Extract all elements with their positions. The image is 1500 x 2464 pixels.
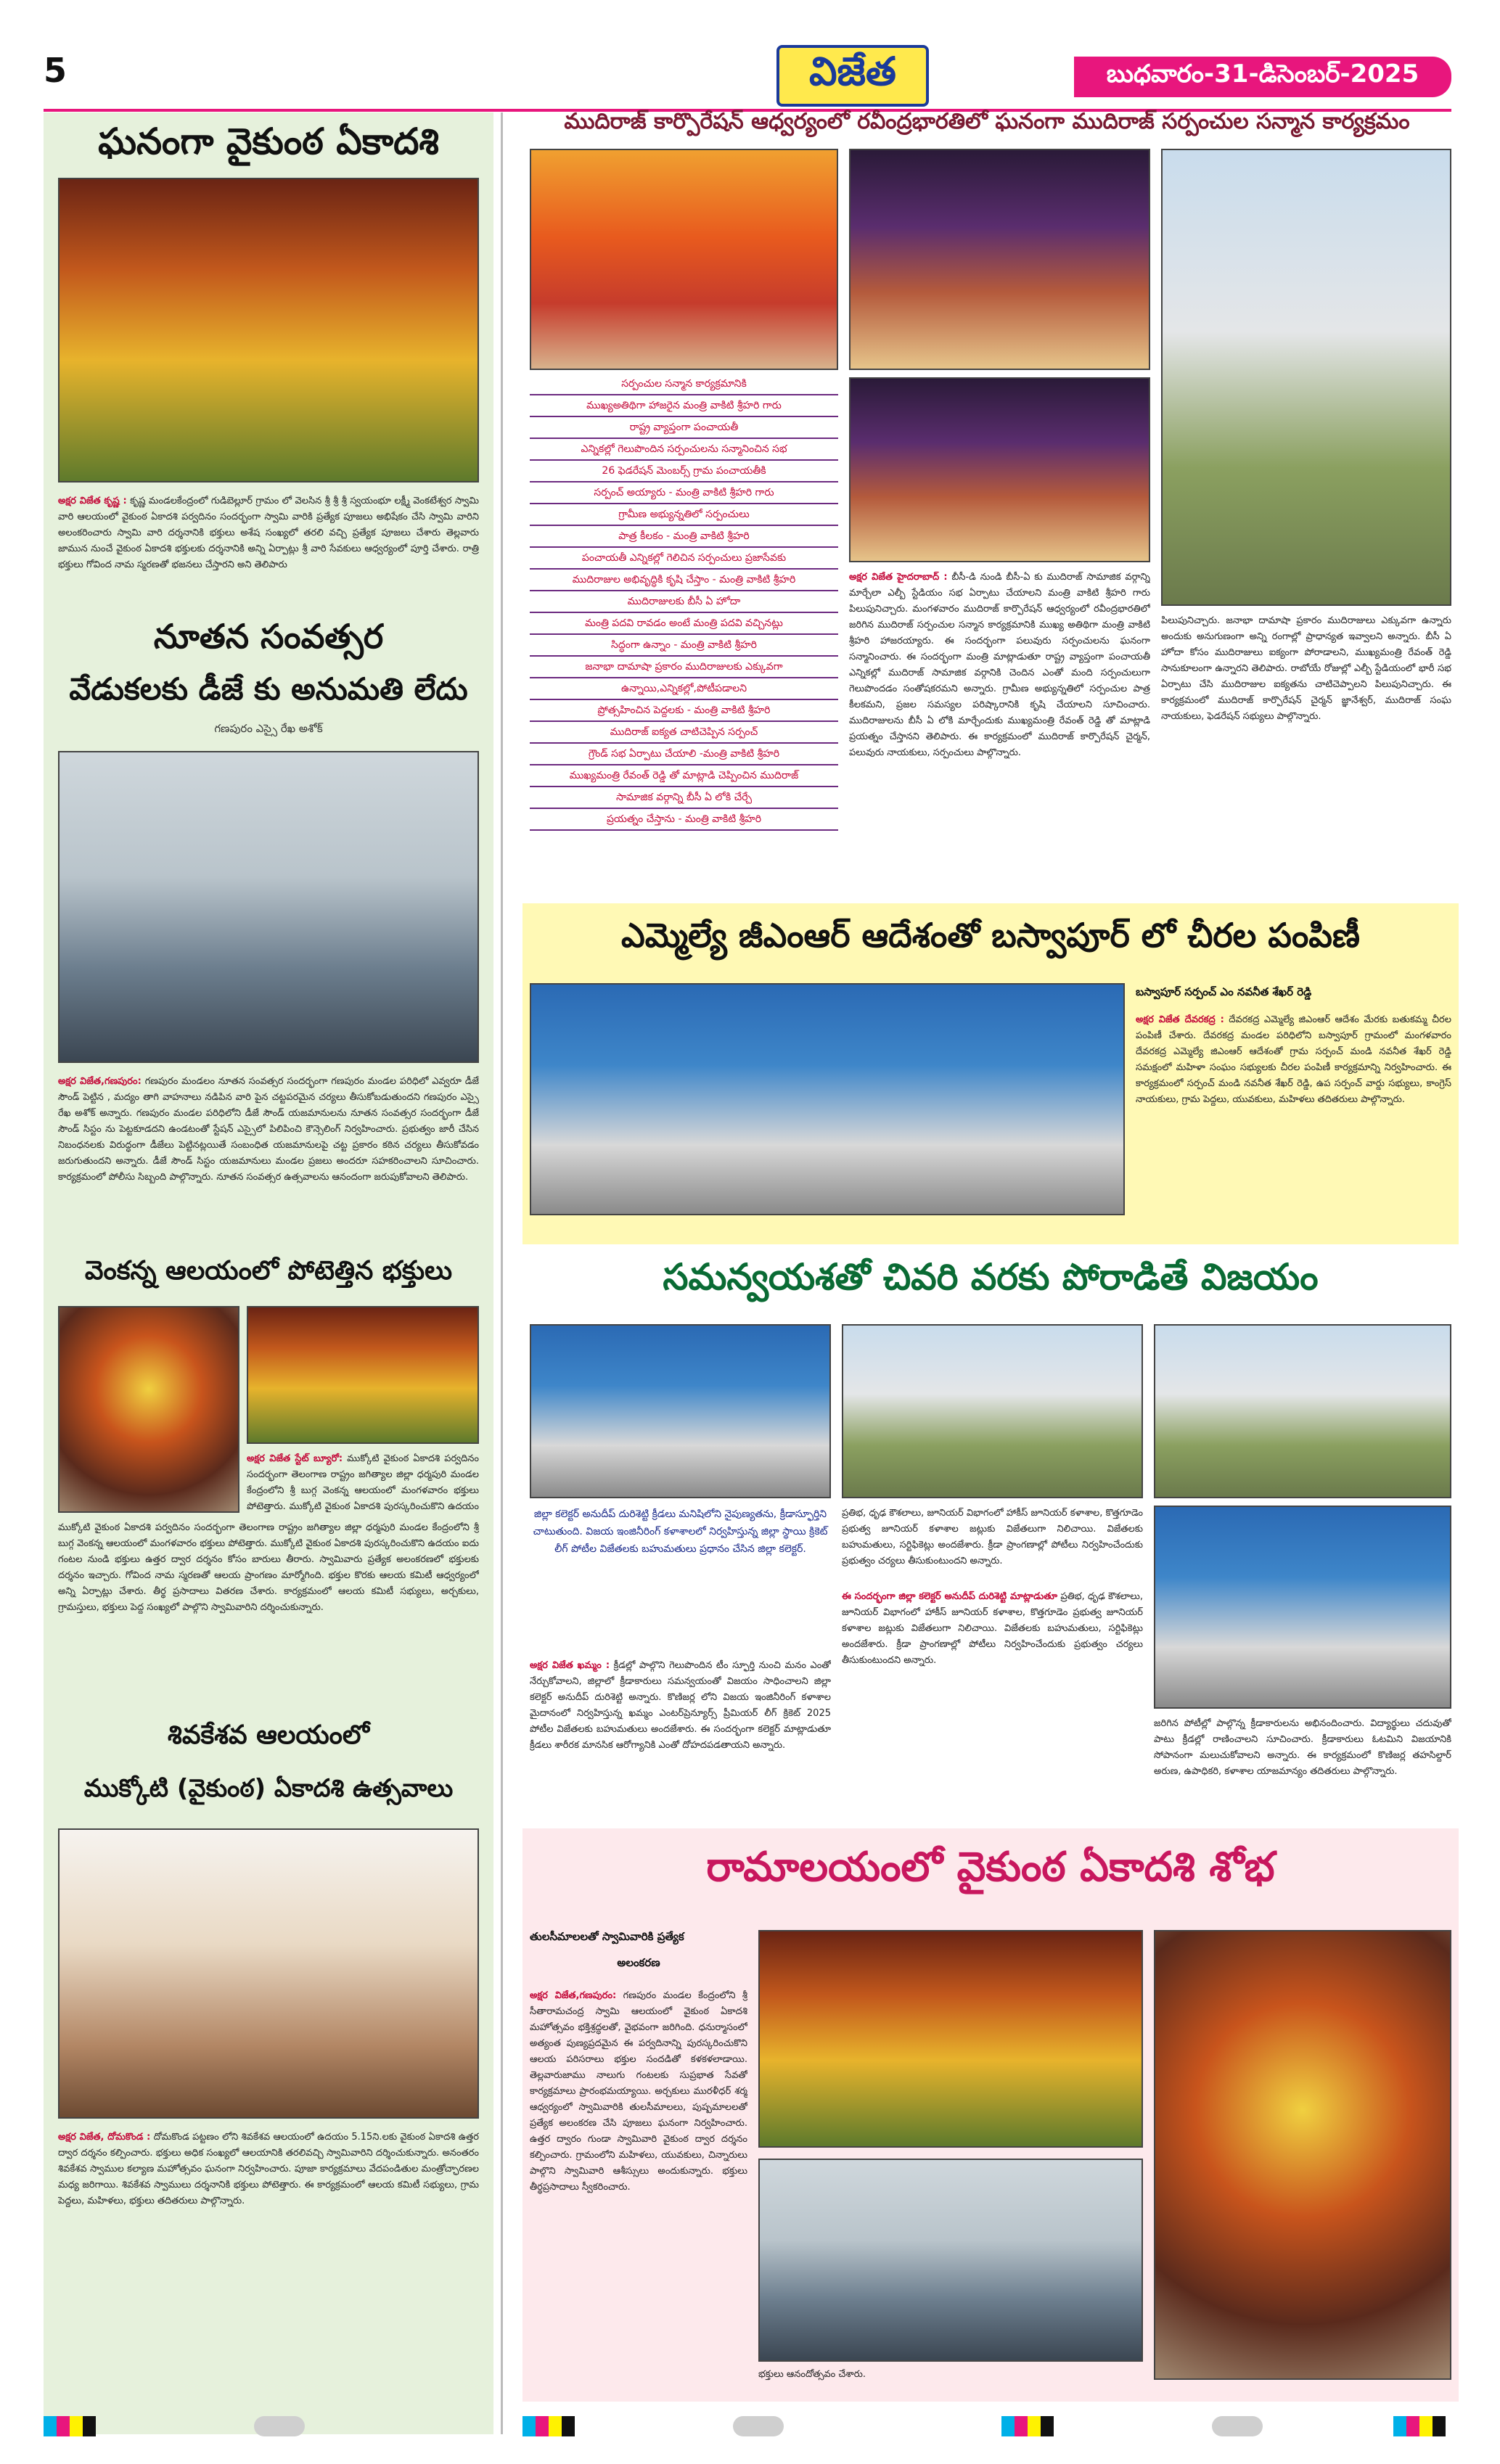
ramalayam-dateline: అక్షర విజేత,గణపురం:	[530, 1990, 617, 2001]
article3-photo-right	[247, 1306, 479, 1444]
ramalayam-body-text: గణపురం మండల కేంద్రంలోని శ్రీ సీతారామచంద్ర స్వామి ఆలయంలో వైకుంఠ ఏకాదశి మహోత్సవం భక్తిశ్రద్ధలతో, వైభవంగా జరిగింది. ధనుర్మాసంలో అత్యంత పుణ్యప్రదమైన ఈ పర్వదినాన్ని పురస్కరించుకొని ఆలయ పరిసరాలు భక్తుల సందడితో కళకళలాడాయి. తెల్లవారుజాము నాలుగు గంటలకు సుప్రభాత సేవతో కార్యక్రమాలు ప్రారంభమయ్యాయి. అర్చకులు మురళీధర్ శర్మ ఆధ్వర్యంలో స్వామివారికి తులసీమాలలు, పుష్పమాలలతో ప్రత్యేక అలంకరణ చేసి పూజలు ఘనంగా నిర్వహించారు. ఉత్తర ద్వారం గుండా స్వామివారి వైకుంఠ ద్వార దర్శనం కల్పించారు. గ్రామంలోని మహిళలు, యువకులు, చిన్నారులు పాల్గొని స్వామివారి ఆశీస్సులు అందుకున్నారు. భక్తులు తీర్థప్రసాదాలు స్వీకరించారు.	[530, 1990, 747, 2193]
caption-item: ఉన్నాయి,ఎన్నికల్లో,పోటీపడాలని	[530, 678, 838, 700]
mudiraj-photo-2	[849, 149, 1150, 370]
caption-item: సిద్ధంగా ఉన్నాం - మంత్రి వాకిటి శ్రీహరి	[530, 635, 838, 657]
registration-mark-2	[522, 2416, 575, 2436]
ramalayam-body-footer: భక్తులు ఆనందోత్సవం చేశారు.	[758, 2369, 866, 2380]
article3-body	[58, 1520, 479, 1701]
column-divider	[501, 112, 503, 2434]
mudiraj-photo-3	[849, 377, 1150, 562]
registration-pill-2	[733, 2416, 784, 2436]
article2-subhead: గణపురం ఎస్సై రేఖ అశోక్	[214, 722, 323, 735]
caption-item: సామాజిక వర్గాన్ని బీసీ ఏ లోకి చేర్చే	[530, 787, 838, 809]
saree-subhead: బస్వాపూర్ సర్పంచ్ ఎం నవనీత శేఖర్ రెడ్డి	[1136, 985, 1312, 998]
caption-item: ముదిరాజుల అభివృద్ధికి కృషి చేస్తాం - మంత్రి వాకిటి శ్రీహరి	[530, 570, 838, 591]
article3-dateline: అక్షర విజేత స్టేట్ బ్యూరో:	[247, 1453, 343, 1464]
article3-body-top	[247, 1451, 479, 1515]
article1-body-text: కృష్ణ మండలకేంద్రంలో గుడిబెల్లూర్ గ్రామం లో వెలసిన శ్రీ శ్రీ శ్రీ స్వయంభూ లక్ష్మీ వెంకటేశ్వర స్వామి వారి ఆలయంలో వైకుంఠ ఏకాదశి పర్వదినం సందర్భంగా స్వామి వారికి ప్రత్యేక పూజలు అభిషేకం చేసి స్వామి వారిని అలంకరించారు స్వామి వారి దర్శనానికి భక్తులు అశేష సంఖ్యలో తరలి వచ్చి ప్రత్యేక పూజలు చేశారు తెల్లవారు జామున నుంచే వైకుంఠ ఏకాదశి భక్తులకు దర్శనానికి అన్ని ఏర్పాట్లు శ్రీ వారి సేవకులు ఆధ్వర్యంలో పూర్తి చేశారు. రాత్రి భక్తులు గోవింద నామ స్మరణతో భజనలు చేస్తారని అని తెలిపారు	[58, 496, 479, 570]
page-number: 5	[44, 51, 67, 90]
cricket-dateline: అక్షర విజేత ఖమ్మం :	[530, 1660, 610, 1671]
saree-photo	[530, 983, 1125, 1215]
caption-item: ముదిరాజ్ ఐక్యత చాటిచెప్పిన సర్పంచ్	[530, 722, 838, 744]
saree-headline: ఎమ్మెల్యే జీఎంఆర్ ఆదేశంతో బస్వాపూర్ లో చీరల పంపిణీ	[621, 916, 1360, 955]
cricket-body-right: జరిగిన పోటీల్లో పాల్గొన్న క్రీడాకారులను అభినందించారు. విద్యార్థులు చదువుతో పాటు క్రీడల్లో రాణించాలని సూచించారు. క్రీడాకారులు ఓటమిని విజయానికి సోపానంగా మలుచుకోవాలని అన్నారు. ఈ కార్యక్రమంలో కొణిజర్ల తహసిల్దార్ అరుణ, ఉపాధికరి, కళాశాల యాజమాన్యం తదితరులు పాల్గొన్నారు.	[1154, 1718, 1451, 1777]
caption-item: ప్రయత్నం చేస్తాను - మంత్రి వాకిటి శ్రీహరి	[530, 809, 838, 831]
ramalayam-headline: రామాలయంలో వైకుంఠ ఏకాదశి శోభ	[706, 1844, 1275, 1891]
cricket-headline: సమన్వయశతో చివరి వరకు పోరాడితే విజయం	[663, 1256, 1319, 1298]
registration-mark-3	[1001, 2416, 1054, 2436]
article4-headline-line1: శివకేశవ ఆలయంలో	[168, 1720, 369, 1750]
ramalayam-photo-1	[758, 1930, 1143, 2148]
article2-body	[58, 1074, 479, 1241]
ramalayam-body	[530, 1988, 747, 2380]
cricket-body-mid: ప్రతిభ, ధృఢ కౌశలాలు, జూనియర్ విభాగంలో హాకీస్ జూనియర్ కళాశాల, కొత్తగూడెం ప్రభుత్వ జూనియర్ కళాశాల జట్లుకు విజేతలుగా నిలిచాయి. విజేతలకు బహుమతులు, సర్టిఫికెట్లు అందజేశారు. క్రీడా ప్రాంగణాల్లో పోటీలు నిర్వహించేందుకు ప్రభుత్వం చర్యలు తీసుకుంటుందని అన్నారు.	[842, 1508, 1143, 1566]
caption-item: పంచాయతీ ఎన్నికల్లో గెలిచిన సర్పంచులు ప్రజాసేవకు	[530, 548, 838, 570]
saree-body-text: దేవరకద్ర ఎమ్మెల్యే జిఎంఆర్ ఆదేశం మేరకు బతుకమ్మ చీరల పంపిణీ చేశారు. దేవరకద్ర మండల పరిధిలోని బస్వాపూర్ గ్రామంలో మంగళవారం దేవరకద్ర ఎమ్మెల్యే జిఎంఆర్ ఆదేశంతో గ్రామ సర్పంచ్ మండి నవనీత శేఖర్ రెడ్డి సమక్షంలో మహిళా సంఘం సభ్యులకు చీరల పంపిణీ కార్యక్రమాన్ని నిర్వహించారు. ఈ కార్యక్రమంలో సర్పంచ్ మండి నవనీత శేఖర్ రెడ్డి, ఉప సర్పంచ్ వార్డు సభ్యులు, కాంగ్రెస్ నాయకులు, గ్రామ పెద్దలు, యువకులు, మహిళలు తదితరులు పాల్గొన్నారు.	[1136, 1014, 1451, 1105]
article1-photo	[58, 178, 479, 482]
caption-item: మంత్రి పదవి రావడం అంటే మంత్రి పదవి వచ్చినట్లు	[530, 613, 838, 635]
cricket-caption: జిల్లా కలెక్టర్ అనుదీప్ దురిశెట్టి క్రీడలు మనిషిలోని నైపుణ్యతను, క్రీడాస్ఫూర్తిని చాటుతుంది. విజయ ఇంజినీరింగ్ కళాశాలలో నిర్వహిస్తున్న జిల్లా స్థాయి క్రికెట్ లీగ్ పోటీల విజేతలకు బహుమతులు ప్రధానం చేసిన జిల్లా కలెక్టర్.	[533, 1508, 828, 1555]
article2-photo	[58, 751, 479, 1063]
article4-body	[58, 2130, 479, 2296]
article4-headline-line2: ముక్కోటి (వైకుంఠ) ఏకాదశి ఉత్సవాలు	[83, 1774, 454, 1803]
mudiraj-banner-headline: ముదిరాజ్ కార్పొరేషన్ ఆధ్వర్యంలో రవీంద్రభారతిలో ఘనంగా ముదిరాజ్ సర్పంచుల సన్మాన కార్యక్రమం	[564, 109, 1410, 134]
cricket-body	[530, 1658, 831, 1818]
article3-body-continued: ముక్కోటి వైకుంఠ ఏకాదశి పర్వదినం సందర్భంగా తెలంగాణ రాష్ట్రం జగిత్యాల జిల్లా ధర్మపురి మండల కేంద్రంలోని శ్రీ బుగ్గ వెంకన్న ఆలయంలో మంగళవారం భక్తులు పోటెత్తారు. ముక్కోటి వైకుంఠ ఏకాదశి పురస్కరించుకొని ఉదయం ఐదు గంటల నుండి భక్తులు ఉత్తర ద్వార దర్శనం కోసం బారులు తీరారు. స్వామివారు ప్రత్యేక అలంకరణలో భక్తులకు దర్శనం ఇచ్చారు. గోవింద నామ స్మరణతో ఆలయ ప్రాంగణం మార్మోగింది. భక్తుల కొరకు ఆలయ కమిటీ ఆధ్వర్యంలో అన్ని ఏర్పాట్లు చేశారు. తీర్థ ప్రసాదాలు వితరణ చేశారు. కార్యక్రమంలో ఆలయ కమిటీ సభ్యులు, అర్చకులు, గ్రామస్తులు, భక్తులు పెద్ద సంఖ్యలో పాల్గొని స్వామివారిని దర్శించుకున్నారు.	[58, 1522, 479, 1613]
registration-pill-1	[254, 2416, 305, 2436]
article3-body-text: ముక్కోటి వైకుంఠ ఏకాదశి పర్వదినం సందర్భంగా తెలంగాణ రాష్ట్రం జగిత్యాల జిల్లా ధర్మపురి మండల కేంద్రంలోని శ్రీ బుగ్గ వెంకన్న ఆలయంలో మంగళవారం భక్తులు పోటెత్తారు. ముక్కోటి వైకుంఠ ఏకాదశి పురస్కరించుకొని ఉదయం	[247, 1453, 479, 1512]
article3-headline: వెంకన్న ఆలయంలో పోటెత్తిన భక్తులు	[84, 1256, 453, 1286]
article2-body-text: గణపురం మండలం నూతన సంవత్సర సందర్భంగా గణపురం మండల పరిధిలో ఎవ్వరూ డీజే సౌండ్ పెట్టిన , మద్యం తాగి వాహనాలు నడిపిన వారి పైన చట్టపరమైన చర్యలు తీసుకోబడుతుందని గణపురం ఎస్సై రేఖ అశోక్ అన్నారు. గణపురం మండల పరిధిలోని డీజే సౌండ్ యజమానులను నూతన సంవత్సర సందర్భంగా డీజే సౌండ్ సిస్టం ను పెట్టకూడదని ఉండటంతో స్టేషన్ ఎస్సైలో పిలిపించి కౌన్సెలింగ్ నిర్వహించారు. ప్రభుత్వం జారీ చేసిన నిబంధనలకు విరుద్ధంగా డీజేలు పెట్టినట్లయితే సంబంధిత యజమానులపై చట్ట ప్రకారం కఠిన చర్యలు తీసుకోవడం జరుగుతుందని అన్నారు. డీజే సౌండ్ సిస్టం యజమానులు మండల ప్రజలు అందరూ సహకరించాలని సూచించారు. కార్యక్రమంలో పోలీసు సిబ్బంది పాల్గొన్నారు. నూతన సంవత్సర ఉత్సవాలను ఆనందంగా జరుపుకోవాలని తెలిపారు.	[58, 1076, 479, 1183]
ramalayam-photo-3	[1154, 1930, 1451, 2380]
caption-item: సర్పంచ్ అయ్యారు - మంత్రి వాకిటి శ్రీహరి గారు	[530, 482, 838, 504]
date-strip: బుధవారం-31-డిసెంబర్-2025	[1074, 57, 1451, 97]
cricket-mid-head: ఈ సందర్భంగా జిల్లా కలెక్టర్ అనుదీప్ దురిశెట్టి మాట్లాడుతూ	[842, 1591, 1058, 1602]
cricket-photo-3	[1154, 1324, 1451, 1498]
caption-item: ప్రోత్సహించిన పెద్దలకు - మంత్రి వాకిటి శ్రీహరి	[530, 700, 838, 722]
caption-item: ముఖ్యఅతిథిగా హాజరైన మంత్రి వాకిటి శ్రీహరి గారు	[530, 395, 838, 417]
ramalayam-photo-2	[758, 2159, 1143, 2362]
logo-text: విజేత	[809, 47, 896, 94]
cricket-body-mid-text: ప్రతిభ, ధృఢ కౌశలాలు, జూనియర్ విభాగంలో హాకీస్ జూనియర్ కళాశాల, కొత్తగూడెం ప్రభుత్వ జూనియర్ కళాశాల జట్లుకు విజేతలుగా నిలిచాయి. విజేతలకు బహుమతులు, సర్టిఫికెట్లు అందజేశారు. క్రీడా ప్రాంగణాల్లో పోటీలు నిర్వహించేందుకు ప్రభుత్వం చర్యలు తీసుకుంటుందని అన్నారు.	[842, 1591, 1143, 1666]
caption-item: రాష్ట్ర వ్యాప్తంగా పంచాయతీ	[530, 417, 838, 439]
mudiraj-dateline: అక్షర విజేత హైదరాబాద్ :	[849, 572, 948, 583]
mudiraj-photo-1	[530, 149, 838, 370]
caption-item: జనాభా దామాషా ప్రకారం ముదిరాజులకు ఎక్కువగా	[530, 657, 838, 678]
cricket-body-mid-2	[842, 1589, 1143, 1818]
registration-mark-1	[44, 2416, 96, 2436]
article2-headline-line2: వేడుకలకు డీజే కు అనుమతి లేదు	[69, 671, 468, 707]
ramalayam-subhead-line2: అలంకరణ	[617, 1956, 660, 1969]
cricket-photo-4	[1154, 1506, 1451, 1709]
mudiraj-body	[849, 570, 1150, 889]
mudiraj-photo-4	[1161, 149, 1451, 606]
article1-headline: ఘనంగా వైకుంఠ ఏకాదశి	[98, 120, 439, 163]
saree-body	[1136, 1012, 1451, 1230]
article4-dateline: అక్షర విజేత, దోమకొండ :	[58, 2132, 151, 2143]
mudiraj-body-right: పిలుపునిచ్చారు. జనాభా దామాషా ప్రకారం ముదిరాజులు ఎక్కువగా ఉన్నారు అందుకు అనుగుణంగా అన్ని రంగాల్లో ప్రాధాన్యత ఇవ్వాలని అన్నారు. బీసీ ఏ హోదా కోసం ముదిరాజులు ఐక్యంగా పోరాడాలని, ముఖ్యమంత్రి రేవంత్ రెడ్డి సానుకూలంగా ఉన్నారని తెలిపారు. రాబోయే రోజుల్లో ఎల్బీ స్టేడియంలో భారీ సభ ఏర్పాటు చేసి ముదిరాజుల ఐక్యతను చాటిచెప్పాలని పిలుపునిచ్చారు. ఈ కార్యక్రమంలో ముదిరాజ్ కార్పొరేషన్ చైర్మన్ జ్ఞానేశ్వర్, ముదిరాజ్ సంఘ నాయకులు, ఫెడరేషన్ సభ్యులు పాల్గొన్నారు.	[1161, 615, 1451, 722]
caption-item: పాత్ర కీలకం - మంత్రి వాకిటి శ్రీహరి	[530, 526, 838, 548]
caption-item: ముఖ్యమంత్రి రేవంత్ రెడ్డి తో మాట్లాడి చెప్పించిన ముదిరాజ్	[530, 765, 838, 787]
cricket-body-text: క్రీడల్లో పాల్గొని గెలుపొందిన టీం స్ఫూర్తి నుంచి మనం ఎంతో నేర్చుకోవాలని, జిల్లాలో క్రీడాకారులు సమన్వయంతో విజయం సాధించాలని జిల్లా కలెక్టర్ అనుదీప్ దురిశెట్టి అన్నారు. కొణిజర్ల లోని విజయ ఇంజినీరింగ్ కళాశాల మైదానంలో నిర్వహిస్తున్న ఖమ్మం ఎంటర్‌ప్రెన్యూర్స్ ప్రీమియర్ లీగ్ క్రికెట్ 2025 పోటీల విజేతలకు బహుమతులు అందజేశారు. ఈ సందర్భంగా కలెక్టర్ మాట్లాడుతూ క్రీడలు శారీరక మానసిక ఆరోగ్యానికి ఎంతో దోహదపడతాయని అన్నారు.	[530, 1660, 831, 1751]
ramalayam-subhead-line1: తులసీమాలలతో స్వామివారికి ప్రత్యేక	[530, 1930, 684, 1943]
article2-dateline: అక్షర విజేత,గణపురం:	[58, 1076, 142, 1087]
article1-body	[58, 493, 479, 595]
article4-body-text: దోమకొండ పట్టణం లోని శివకేశవ ఆలయంలో ఉదయం 5.15ని.లకు వైకుంఠ ఏకాదశి ఉత్తర ద్వార దర్శనం కల్పించారు. భక్తులు అధిక సంఖ్యలో ఆలయానికి తరలివచ్చి స్వామివారిని దర్శించుకున్నారు. అనంతరం శివకేశవ స్వాముల కల్యాణ మహోత్సవం ఘనంగా నిర్వహించారు. పూజా కార్యక్రమాలు వేదపండితుల మంత్రోచ్ఛారణల మధ్య జరిగాయి. శివకేశవ స్వాములు దర్శనానికి భక్తులు పోటెత్తారు. ఈ కార్యక్రమంలో ఆలయ కమిటీ సభ్యులు, గ్రామ పెద్దలు, మహిళలు, భక్తులు తదితరులు పాల్గొన్నారు.	[58, 2132, 479, 2206]
caption-item: 26 ఫెడరేషన్ మెంబర్స్ గ్రామ పంచాయతీకి	[530, 461, 838, 482]
article4-photo	[58, 1828, 479, 2119]
saree-dateline: అక్షర విజేత దేవరకద్ర :	[1136, 1014, 1224, 1025]
caption-item: గ్రౌండ్ సభ ఏర్పాటు చేయాలి -మంత్రి వాకిటి శ్రీహరి	[530, 744, 838, 765]
registration-pill-3	[1212, 2416, 1263, 2436]
registration-mark-4	[1393, 2416, 1446, 2436]
cricket-photo-2	[842, 1324, 1143, 1498]
article2-headline-line1: నూతన సంవత్సర	[153, 617, 384, 656]
cricket-photo-1	[530, 1324, 831, 1498]
mudiraj-body-text: బీసీ-డి నుండి బీసీ-ఏ కు ముదిరాజ్ సామాజిక వర్గాన్ని మార్చేలా ఎల్బీ స్టేడియం సభ ఏర్పాటు చేయాలని మంత్రి వాకిటి శ్రీహరి గారు పిలుపునిచ్చారు. మంగళవారం ముదిరాజ్ కార్పొరేషన్ ఆధ్వర్యంలో రవీంద్రభారతిలో జరిగిన ముదిరాజ్ సర్పంచుల సన్మాన కార్యక్రమానికి ముఖ్య అతిథిగా మంత్రి వాకిటి శ్రీహరి హాజరయ్యారు. ఈ సందర్భంగా పలువురు సర్పంచులను ఘనంగా సన్మానించారు. ఈ సందర్భంగా మంత్రి మాట్లాడుతూ రాష్ట్ర వ్యాప్తంగా పంచాయతీ ఎన్నికల్లో ముదిరాజ్ సామాజిక వర్గానికి చెందిన ఎంతో మంది సర్పంచులుగా గెలుపొందడం సంతోషకరమని అన్నారు. గ్రామీణ అభ్యున్నతిలో సర్పంచుల పాత్ర కీలకమని, ప్రజల సమస్యల పరిష్కారానికి కృషి చేయాలని సూచించారు. ముదిరాజులను బీసీ ఏ లోకి మార్చేందుకు ముఖ్యమంత్రి రేవంత్ రెడ్డి తో మాట్లాడి ప్రయత్నం చేస్తానని తెలిపారు. ఈ కార్యక్రమంలో ముదిరాజ్ కార్పొరేషన్ చైర్మన్, పలువురు నాయకులు, సర్పంచులు పాల్గొన్నారు.	[849, 572, 1150, 758]
caption-item: ముదిరాజులకు బీసీ ఏ హోదా	[530, 591, 838, 613]
article1-dateline: అక్షర విజేత కృష్ణ :	[58, 496, 127, 506]
newspaper-logo	[776, 45, 929, 107]
caption-item: సర్పంచుల సన్మాన కార్యక్రమానికి	[530, 374, 838, 395]
caption-item: గ్రామీణ అభ్యున్నతిలో సర్పంచులు	[530, 504, 838, 526]
caption-item: ఎన్నికల్లో గెలుపొందిన సర్పంచులను సన్మానించిన సభ	[530, 439, 838, 461]
article3-photo-left	[58, 1306, 239, 1513]
